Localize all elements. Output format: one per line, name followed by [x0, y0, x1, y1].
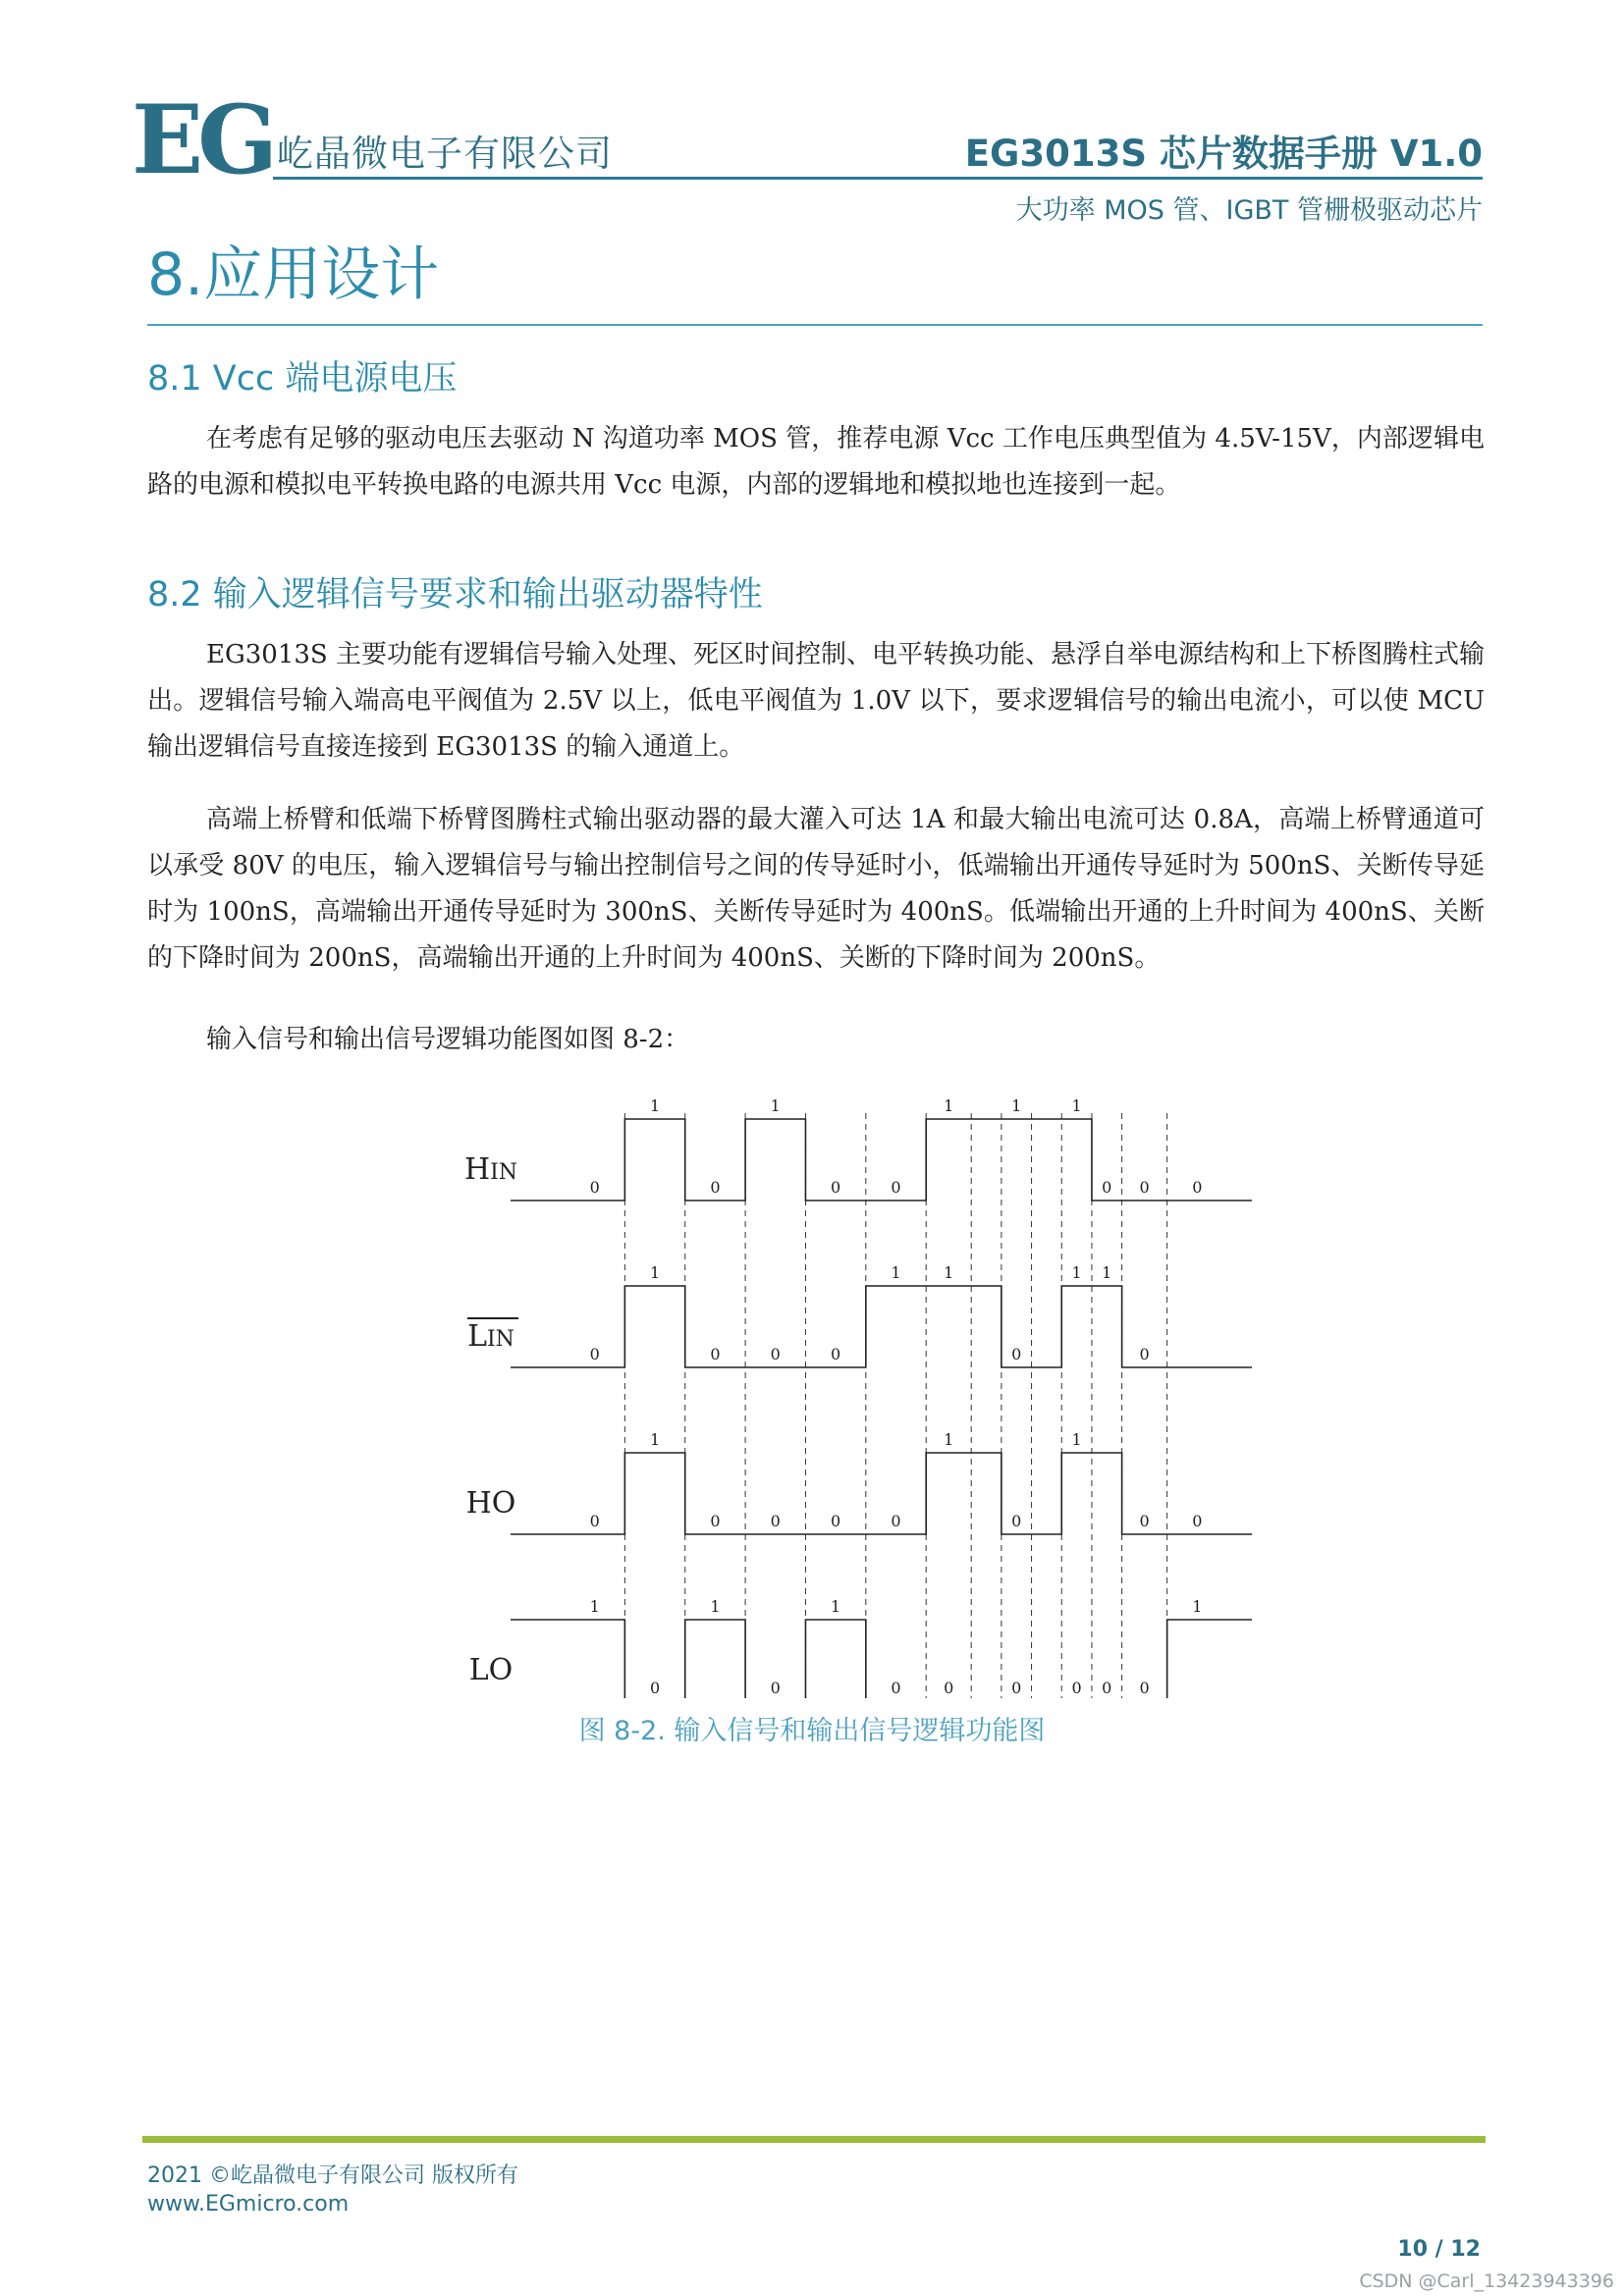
level-label: 0: [1139, 1345, 1150, 1363]
section-8-2-paragraph-2: 高端上桥臂和低端下桥臂图腾柱式输出驱动器的最大灌入可达 1A 和最大输出电流可达 0.8A，高端上桥臂通道可以承受 80V 的电压，输入逻辑信号与输出控制信号之间的传导延时小，低端输出开通传导延时为 500nS、关断传导延时为 100nS，高端输出开通传导延时为 300nS、关断传导延时为 400nS。低端输出开通的上升时间为 400nS、关断的下降时间为 200nS，高端输出开通的上升时间为 400nS、关断的下降时间为 200nS。: [147, 805, 1485, 973]
level-label: 1: [1071, 1430, 1082, 1449]
level-label: 1: [831, 1597, 841, 1616]
figure-intro: 输入信号和输出信号逻辑功能图如图 8-2：: [206, 1025, 690, 1054]
timing-diagram: [432, 1070, 1257, 1698]
level-label: 0: [831, 1345, 841, 1363]
level-label: 1: [1011, 1096, 1022, 1115]
level-label: 1: [944, 1263, 954, 1282]
section-8-1-paragraph: 在考虑有足够的驱动电压去驱动 N 沟道功率 MOS 管，推荐电源 Vcc 工作电压典型值为 4.5V-15V，内部逻辑电路的电源和模拟电平转换电路的电源共用 Vcc 电源，内部的逻辑地和模拟地也连接到一起。: [147, 424, 1485, 500]
signal-label-lo: [469, 1653, 514, 1687]
level-label: 1: [710, 1597, 721, 1616]
level-label: 0: [770, 1345, 781, 1363]
level-label: 0: [710, 1512, 721, 1530]
level-label: 1: [1192, 1597, 1203, 1616]
level-label: 0: [891, 1178, 901, 1197]
document-title: EG3013S 芯片数据手册 V1.0: [964, 133, 1483, 175]
level-label: 1: [770, 1096, 781, 1115]
level-label: 0: [710, 1178, 721, 1197]
level-label: 0: [1139, 1679, 1150, 1697]
signal-label-main: H: [463, 1152, 491, 1187]
signal-label-sub: IN: [490, 1160, 518, 1185]
signal-label-sub: IN: [486, 1327, 514, 1352]
header-divider: [273, 177, 1483, 180]
footer-divider: [142, 2136, 1486, 2143]
level-label: 0: [1011, 1345, 1022, 1363]
signal-label-hin: [464, 1152, 517, 1187]
level-label: 0: [1192, 1178, 1203, 1197]
level-label: 0: [770, 1679, 781, 1697]
section-8-1-heading: 8.1 Vcc 端电源电压: [147, 359, 458, 399]
level-label: 1: [944, 1430, 954, 1449]
level-label: 0: [944, 1679, 954, 1697]
csdn-watermark: CSDN @Carl_13423943396: [1359, 2270, 1614, 2292]
chapter-divider: [147, 324, 1483, 326]
signal-label-ho: [466, 1486, 516, 1521]
signal-label-main: LO: [468, 1653, 514, 1687]
level-label: 1: [891, 1263, 901, 1282]
level-label: 0: [891, 1679, 901, 1697]
footer-website[interactable]: www.EGmicro.com: [147, 2192, 350, 2216]
eg-logo: EG: [132, 84, 273, 195]
level-label: 0: [831, 1178, 841, 1197]
level-label: 0: [649, 1679, 661, 1697]
company-name: 屹晶微电子有限公司: [277, 133, 613, 175]
signal-label-main: L: [467, 1319, 487, 1354]
document-subtitle: 大功率 MOS 管、IGBT 管栅极驱动芯片: [1015, 195, 1483, 226]
footer-copyright: 2021 ©屹晶微电子有限公司 版权所有: [147, 2163, 518, 2188]
level-label: 0: [589, 1512, 600, 1530]
signal-label-lin: [467, 1319, 514, 1354]
level-label: 1: [1071, 1096, 1082, 1115]
level-label: 0: [1139, 1512, 1150, 1530]
level-label: 1: [1102, 1263, 1112, 1282]
signal-label-main: HO: [465, 1486, 516, 1521]
level-label: 0: [589, 1345, 600, 1363]
level-label: 1: [649, 1430, 661, 1449]
level-label: 0: [1102, 1679, 1112, 1697]
level-label: 0: [1192, 1512, 1203, 1530]
level-label: 1: [649, 1096, 661, 1115]
level-label: 0: [710, 1345, 721, 1363]
level-label: 0: [1102, 1178, 1112, 1197]
level-label: 1: [944, 1096, 954, 1115]
level-label: 0: [891, 1512, 901, 1530]
section-8-2-paragraph-1: EG3013S 主要功能有逻辑信号输入处理、死区时间控制、电平转换功能、悬浮自举电源结构和上下桥图腾柱式输出。逻辑信号输入端高电平阀值为 2.5V 以上，低电平阀值为 1.0V 以下，要求逻辑信号的输出电流小，可以使 MCU 输出逻辑信号直接连接到 EG3013S 的输入通道上。: [147, 640, 1485, 762]
page-number: 10 / 12: [1397, 2237, 1481, 2262]
chapter-title: 8.应用设计: [147, 240, 440, 309]
level-label: 0: [1011, 1679, 1022, 1697]
level-label: 0: [770, 1512, 781, 1530]
figure-caption: 图 8-2. 输入信号和输出信号逻辑功能图: [578, 1716, 1046, 1746]
level-label: 1: [589, 1597, 600, 1616]
level-label: 0: [1011, 1512, 1022, 1530]
level-label: 0: [1071, 1679, 1082, 1697]
level-label: 0: [1139, 1178, 1150, 1197]
level-label: 0: [831, 1512, 841, 1530]
level-label: 1: [649, 1263, 661, 1282]
level-label: 1: [1071, 1263, 1082, 1282]
level-label: 0: [589, 1178, 600, 1197]
section-8-2-heading: 8.2 输入逻辑信号要求和输出驱动器特性: [147, 575, 763, 614]
